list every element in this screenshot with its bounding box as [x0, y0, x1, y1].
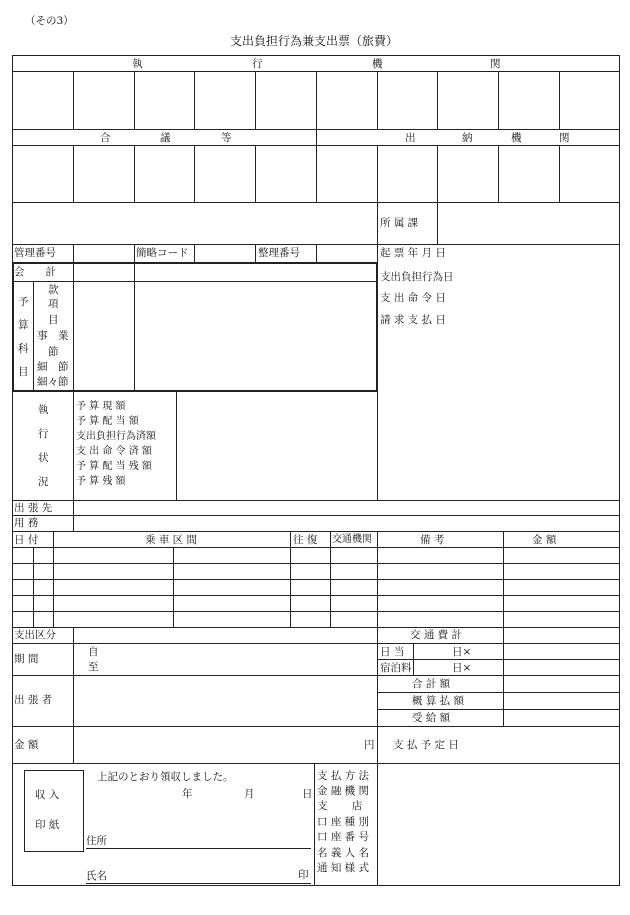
suitou-char-2: 納 — [462, 132, 473, 144]
date-meirei: 支 出 命 令 日 — [380, 292, 446, 304]
rule-line — [134, 145, 135, 202]
gaisan-label: 概 算 払 額 — [412, 695, 465, 707]
rule-line — [255, 145, 256, 202]
shikko-char-1: 執 — [132, 58, 143, 70]
rule-line — [12, 726, 620, 727]
rule-line — [73, 500, 74, 531]
rule-line — [316, 71, 317, 129]
receipt-month: 月 — [244, 788, 255, 800]
rule-line — [255, 71, 256, 129]
rule-line — [134, 71, 135, 129]
rule-line — [73, 71, 74, 129]
nitto-unit: 日× — [452, 646, 472, 658]
kotsuhi-label: 交 通 費 計 — [410, 629, 463, 641]
receipt-text: 上記のとおり領収しました。 — [97, 771, 234, 783]
rule-line — [12, 611, 620, 612]
ryaku-label: 簡略コード — [136, 247, 189, 259]
date-seikyu: 請 求 支 払 日 — [380, 314, 446, 326]
shikko-char-2: 行 — [252, 58, 263, 70]
shukuhaku-label: 宿泊料 — [380, 662, 412, 674]
address-line — [86, 848, 311, 849]
rule-line — [377, 145, 378, 202]
kamoku-setsu: 節 — [48, 346, 59, 358]
rule-line — [134, 262, 135, 392]
yosan-3: 科 — [18, 343, 29, 355]
shikko-status-2: 行 — [38, 428, 49, 440]
purpose-label: 用 務 — [14, 517, 39, 529]
shikko-char-3: 機 — [372, 58, 383, 70]
kamoku-kan: 款 — [48, 284, 59, 296]
seiri-label: 整理番号 — [258, 247, 300, 259]
status-haitozan: 予 算 配 当 残 額 — [76, 461, 152, 472]
rule-line — [12, 675, 620, 676]
rule-line — [12, 515, 620, 516]
date-kihyo: 起 票 年 月 日 — [380, 247, 446, 259]
nitto-label: 日 当 — [380, 646, 405, 658]
rule-line — [12, 547, 620, 548]
shikko-char-4: 関 — [490, 58, 501, 70]
shozokuka-label: 所 属 課 — [380, 217, 419, 229]
rule-line — [559, 145, 560, 202]
rule-line — [437, 71, 438, 129]
rule-line — [290, 531, 291, 627]
rule-line — [12, 500, 620, 501]
kamoku-saisaisetsu: 細々節 — [37, 376, 69, 388]
rule-line — [316, 130, 317, 202]
rule-line — [12, 763, 620, 764]
gogi-char-1: 合 — [100, 132, 111, 144]
part-label: （その3） — [25, 15, 74, 27]
rule-line — [173, 547, 174, 627]
revenue-stamp-box — [24, 770, 84, 852]
rule-line — [12, 281, 378, 282]
rule-line — [437, 202, 438, 244]
status-futanzumi: 支出負担行為済額 — [76, 431, 156, 442]
rule-line — [503, 627, 504, 726]
status-genkaku: 予 算 現 額 — [76, 401, 126, 412]
shikko-status-3: 状 — [38, 452, 49, 464]
gokei-label: 合 計 額 — [412, 678, 451, 690]
kamoku-kou: 項 — [48, 298, 59, 310]
rule-line — [559, 71, 560, 129]
rule-line — [498, 145, 499, 202]
col-date: 日 付 — [14, 534, 39, 546]
rule-line — [413, 643, 414, 675]
rule-line — [12, 531, 620, 532]
dest-label: 出 張 先 — [14, 502, 53, 514]
rule-line — [73, 627, 74, 763]
rule-line — [255, 244, 256, 262]
col-amount: 金 額 — [532, 534, 557, 546]
rule-line — [498, 71, 499, 129]
name-line — [86, 883, 311, 884]
rule-line — [12, 563, 620, 564]
rule-line — [377, 692, 620, 693]
yosan-2: 算 — [18, 319, 29, 331]
rule-line — [73, 145, 74, 202]
pay-shubetsu: 口 座 種 別 — [317, 816, 370, 828]
jukyu-label: 受 給 額 — [412, 712, 451, 724]
yen-unit: 円 — [364, 739, 375, 751]
kubun-label: 支出区分 — [14, 629, 56, 641]
rule-line — [12, 579, 620, 580]
pay-hoho: 支 払 方 法 — [317, 770, 370, 782]
rule-line — [377, 709, 620, 710]
rule-line — [176, 392, 177, 500]
rule-line — [12, 643, 620, 644]
suitou-char-1: 出 — [405, 132, 416, 144]
shukuhaku-unit: 日× — [452, 662, 472, 674]
rule-line — [194, 71, 195, 129]
date-futan: 支出負担行為日 — [380, 271, 454, 283]
rule-line — [314, 763, 315, 886]
form-title: 支出負担行為兼支出票（旅費） — [230, 34, 399, 48]
receipt-year: 年 — [182, 788, 193, 800]
pay-kikan: 金 融 機 関 — [317, 785, 370, 797]
receipt-day: 日 — [302, 788, 313, 800]
status-zan: 予 算 残 額 — [76, 476, 126, 487]
col-notes: 備 考 — [420, 534, 445, 546]
pay-shiten: 支 店 — [317, 800, 363, 812]
rule-line — [194, 145, 195, 202]
rule-line — [134, 244, 135, 262]
rule-line — [316, 244, 317, 262]
shikko-status-1: 執 — [38, 404, 49, 416]
yosan-4: 目 — [18, 366, 29, 378]
col-section: 乗 車 区 間 — [145, 534, 198, 546]
stamp-line-1: 収 入 — [35, 789, 60, 801]
kikan-shi: 至 — [88, 661, 99, 673]
rule-line — [377, 531, 378, 627]
pay-meigi: 名 義 人 名 — [317, 847, 370, 859]
kamoku-moku: 目 — [48, 314, 59, 326]
gogi-char-2: 議 — [160, 132, 171, 144]
rule-line — [12, 202, 620, 203]
rule-line — [503, 531, 504, 627]
kikan-ji: 自 — [88, 646, 99, 658]
gogi-char-3: 等 — [221, 132, 232, 144]
rule-line — [33, 281, 34, 392]
rule-line — [73, 392, 74, 500]
kamoku-jigyo: 事 業 — [37, 330, 69, 342]
name-label: 氏名 — [86, 870, 107, 882]
rule-line — [330, 531, 331, 627]
suitou-char-3: 機 — [511, 132, 522, 144]
pay-tsuchi: 通 知 様 式 — [317, 862, 370, 874]
suitou-char-4: 関 — [559, 132, 570, 144]
kanri-label: 管理番号 — [14, 247, 56, 259]
rule-line — [437, 145, 438, 202]
kaikei-label: 会 計 — [14, 266, 56, 278]
rule-line — [33, 547, 34, 627]
rule-line — [377, 627, 378, 886]
shucchousha-label: 出 張 者 — [14, 694, 53, 706]
rule-line — [73, 244, 74, 262]
kingaku-label: 金 額 — [14, 739, 39, 751]
kamoku-saisetsu: 細 節 — [37, 361, 69, 373]
col-transport: 交通機関 — [332, 534, 372, 545]
seal-mark: 印 — [298, 869, 309, 881]
rule-line — [12, 627, 620, 628]
yotei-label: 支 払 予 定 日 — [393, 739, 459, 751]
shikko-status-4: 況 — [38, 476, 49, 488]
status-haito: 予 算 配 当 額 — [76, 416, 139, 427]
status-meireizumi: 支 出 命 令 済 額 — [76, 446, 152, 457]
stamp-line-2: 印 紙 — [35, 819, 60, 831]
kikan-label: 期 間 — [14, 653, 39, 665]
pay-bango: 口 座 番 号 — [317, 831, 370, 843]
rule-line — [73, 262, 74, 392]
col-trip: 往 復 — [293, 534, 318, 546]
rule-line — [377, 71, 378, 129]
rule-line — [53, 531, 54, 627]
rule-line — [12, 595, 620, 596]
yosan-1: 予 — [18, 296, 29, 308]
rule-line — [194, 244, 195, 262]
address-label: 住所 — [86, 835, 107, 847]
